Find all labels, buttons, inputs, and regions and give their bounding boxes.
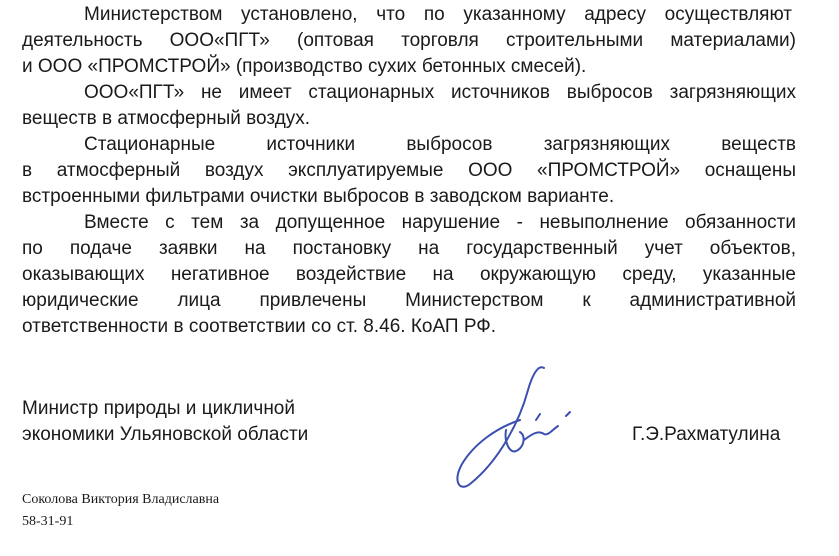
body-line-11: оказывающих негативное воздействие на окружающую среду, указанные bbox=[22, 264, 796, 285]
body-line-2: деятельность ООО«ПГТ» (оптовая торговля строительными материалами) bbox=[22, 30, 796, 51]
body-line-7: в атмосферный воздух эксплуатируемые ООО «ПРОМСТРОЙ» оснащены bbox=[22, 160, 796, 181]
body-line-13: ответственности в соответствии со ст. 8.46. КоАП РФ. bbox=[22, 316, 497, 337]
body-line-10: по подаче заявки на постановку на государственный учет объектов, bbox=[22, 238, 796, 259]
handwritten-signature bbox=[440, 360, 590, 500]
body-line-6: Стационарные источники выбросов загрязняющих веществ bbox=[84, 134, 796, 155]
signatory-position-line1: Министр природы и цикличной bbox=[22, 398, 295, 419]
body-line-12: юридические лица привлечены Министерством к административной bbox=[22, 290, 796, 311]
body-line-3: и ООО «ПРОМСТРОЙ» (производство сухих бетонных смесей). bbox=[22, 56, 587, 77]
signatory-name: Г.Э.Рахматулина bbox=[632, 424, 781, 445]
signatory-position-line2: экономики Ульяновской области bbox=[22, 424, 309, 445]
body-line-1: Министерством установлено, что по указанному адресу осуществляют bbox=[84, 4, 792, 25]
body-line-4: ООО«ПГТ» не имеет стационарных источников выбросов загрязняющих bbox=[84, 82, 796, 103]
body-line-9: Вместе с тем за допущенное нарушение - невыполнение обязанности bbox=[84, 212, 796, 233]
executor-name: Соколова Виктория Владиславна bbox=[22, 492, 220, 507]
body-line-8: встроенными фильтрами очистки выбросов в заводском варианте. bbox=[22, 186, 615, 207]
body-line-5: веществ в атмосферный воздух. bbox=[22, 108, 311, 129]
executor-phone: 58-31-91 bbox=[22, 514, 74, 529]
